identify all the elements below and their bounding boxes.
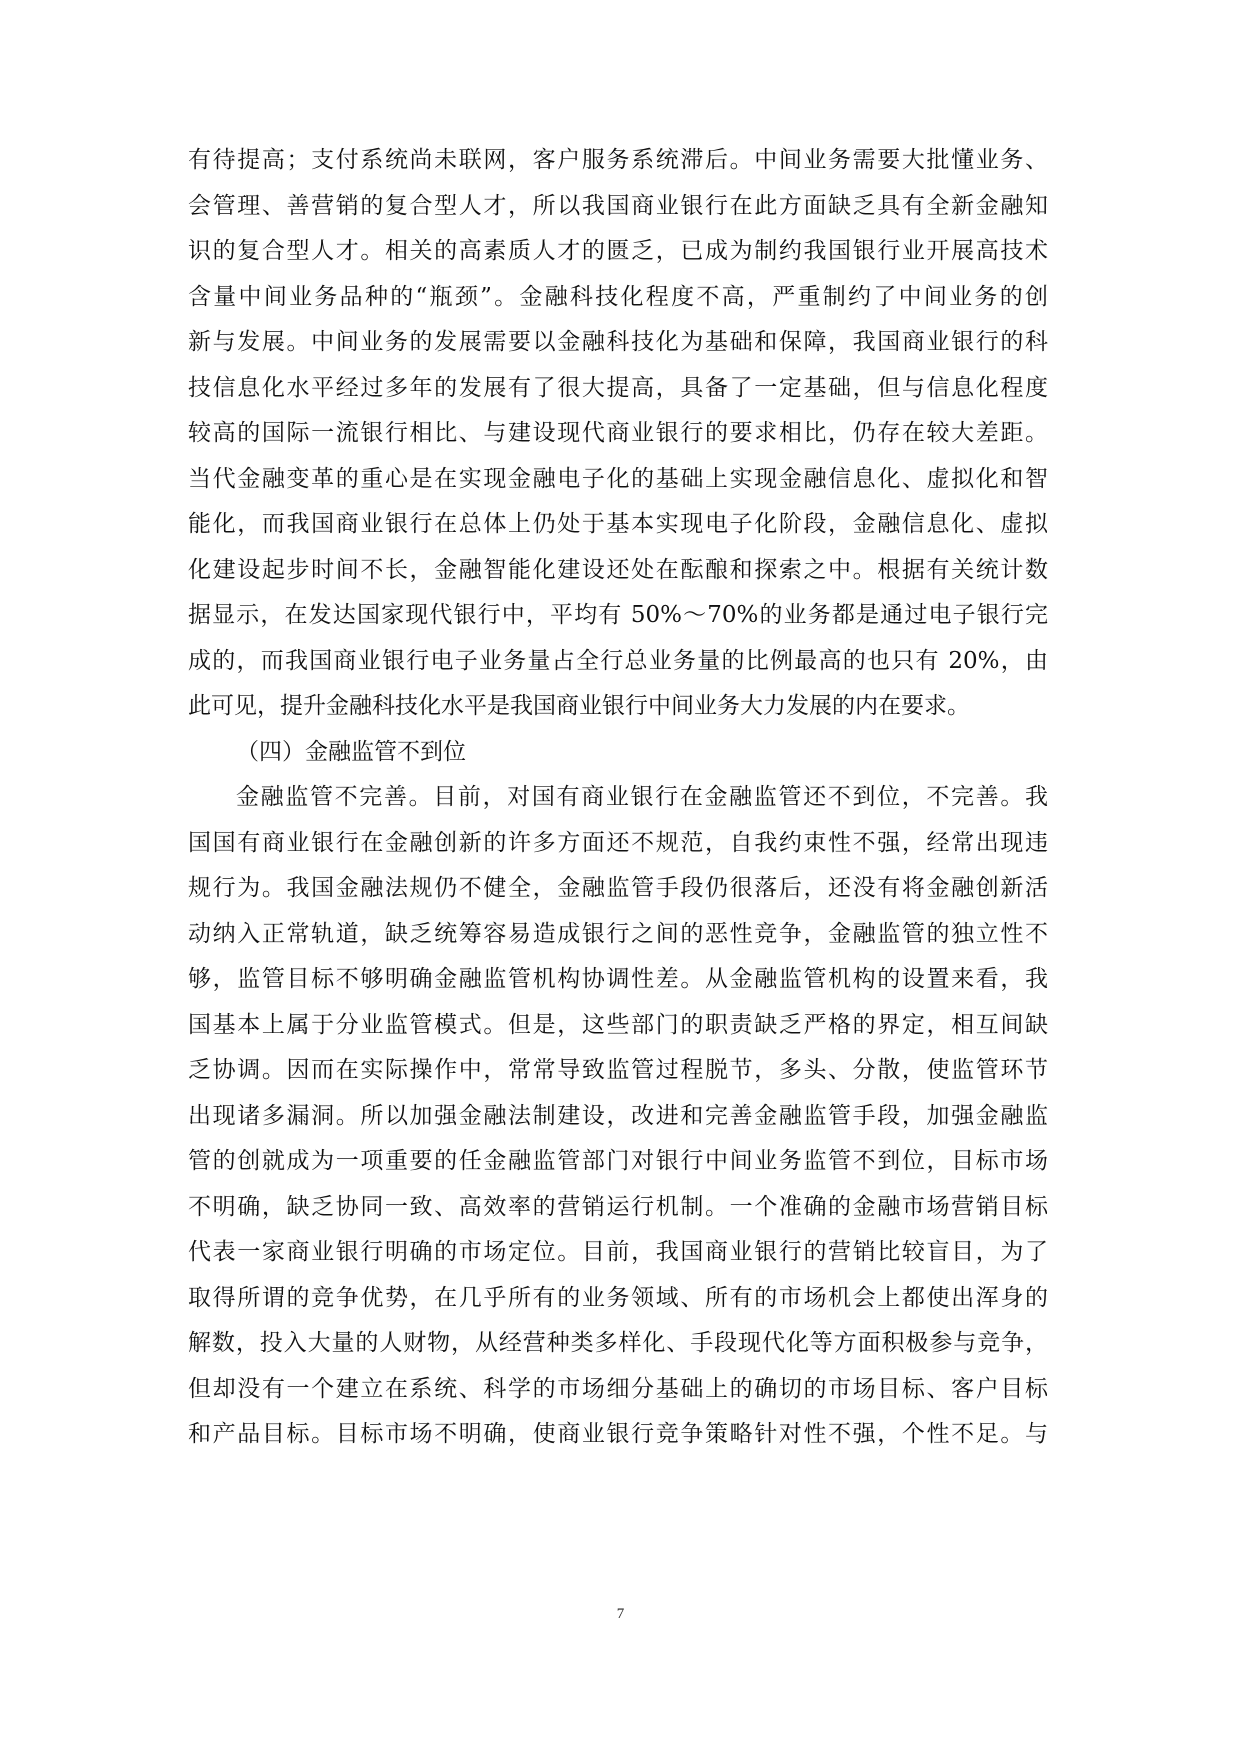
text-line: 国国有商业银行在金融创新的许多方面还不规范，自我约束性不强，经常出现违 xyxy=(188,829,1048,856)
text-line: 解数，投入大量的人财物，从经营种类多样化、手段现代化等方面积极参与竞争， xyxy=(188,1330,1048,1356)
section-heading-block xyxy=(188,730,1048,776)
text-line: 但却没有一个建立在系统、科学的市场细分基础上的确切的市场目标、客户目标 xyxy=(188,1375,1048,1402)
page-number: 7 xyxy=(616,1606,625,1622)
text-line: 能化，而我国商业银行在总体上仍处于基本实现电子化阶段，金融信息化、虚拟 xyxy=(188,511,1048,537)
text-line: 和产品目标。目标市场不明确，使商业银行竞争策略针对性不强，个性不足。与 xyxy=(188,1421,1048,1447)
text-line: 成的，而我国商业银行电子业务量占全行总业务量的比例最高的也只有 20%，由 xyxy=(188,647,1048,674)
text-line: 够，监管目标不够明确金融监管机构协调性差。从金融监管机构的设置来看，我 xyxy=(188,966,1048,992)
text-line: 有待提高；支付系统尚未联网，客户服务系统滞后。中间业务需要大批懂业务、 xyxy=(188,147,1048,173)
text-line: 出现诸多漏洞。所以加强金融法制建设，改进和完善金融监管手段，加强金融监 xyxy=(188,1102,1048,1129)
section-heading: （四）金融监管不到位 xyxy=(236,738,466,765)
text-line: 不明确，缺乏协同一致、高效率的营销运行机制。一个准确的金融市场营销目标 xyxy=(188,1193,1048,1220)
text-line: 技信息化水平经过多年的发展有了很大提高，具备了一定基础，但与信息化程度 xyxy=(188,374,1048,401)
document-page xyxy=(188,138,1048,1458)
text-line: 含量中间业务品种的“瓶颈”。金融科技化程度不高，严重制约了中间业务的创 xyxy=(188,283,1048,310)
text-line: 新与发展。中间业务的发展需要以金融科技化为基础和保障，我国商业银行的科 xyxy=(188,329,1048,355)
body-paragraph-1 xyxy=(188,138,1048,730)
text-line: 化建设起步时间不长，金融智能化建设还处在酝酿和探索之中。根据有关统计数 xyxy=(188,556,1048,583)
text-line: 代表一家商业银行明确的市场定位。目前，我国商业银行的营销比较盲目，为了 xyxy=(188,1239,1048,1265)
text-line: 据显示，在发达国家现代银行中，平均有 50%～70%的业务都是通过电子银行完 xyxy=(188,602,1048,628)
text-line: 规行为。我国金融法规仍不健全，金融监管手段仍很落后，还没有将金融创新活 xyxy=(188,875,1048,901)
text-line: 乏协调。因而在实际操作中，常常导致监管过程脱节，多头、分散，使监管环节 xyxy=(188,1057,1048,1083)
text-line: 取得所谓的竞争优势，在几乎所有的业务领域、所有的市场机会上都使出浑身的 xyxy=(188,1284,1048,1311)
text-line: 此可见，提升金融科技化水平是我国商业银行中间业务大力发展的内在要求。 xyxy=(188,693,970,719)
text-line: 管的创就成为一项重要的任金融监管部门对银行中间业务监管不到位，目标市场 xyxy=(188,1148,1048,1174)
text-line: 识的复合型人才。相关的高素质人才的匮乏，已成为制约我国银行业开展高技术 xyxy=(188,238,1048,264)
text-line: 当代金融变革的重心是在实现金融电子化的基础上实现金融信息化、虚拟化和智 xyxy=(188,465,1048,492)
text-line: 国基本上属于分业监管模式。但是，这些部门的职责缺乏严格的界定，相互间缺 xyxy=(188,1011,1048,1038)
text-line: 金融监管不完善。目前，对国有商业银行在金融监管还不到位，不完善。我 xyxy=(236,784,1048,810)
text-line: 会管理、善营销的复合型人才，所以我国商业银行在此方面缺乏具有全新金融知 xyxy=(188,192,1048,219)
body-paragraph-2 xyxy=(188,775,1048,1458)
text-line: 动纳入正常轨道，缺乏统筹容易造成银行之间的恶性竞争，金融监管的独立性不 xyxy=(188,920,1048,947)
text-line: 较高的国际一流银行相比、与建设现代商业银行的要求相比，仍存在较大差距。 xyxy=(188,420,1048,446)
